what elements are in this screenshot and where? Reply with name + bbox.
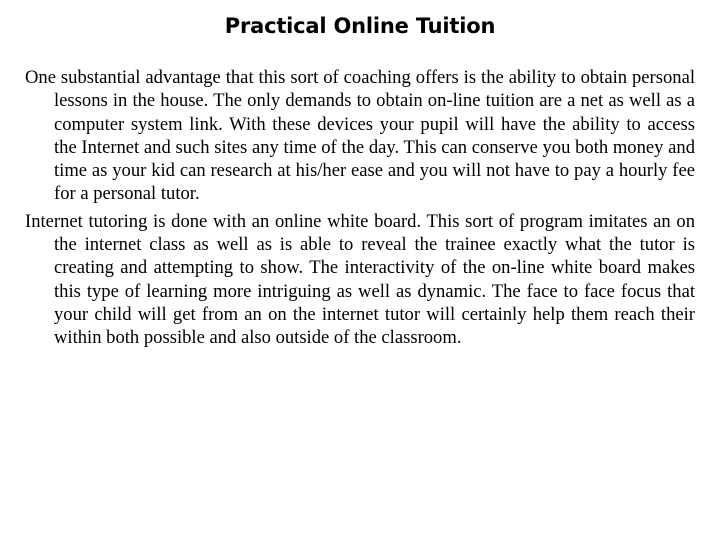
paragraph-advantage: One substantial advantage that this sort of coaching offers is the ability to obtain personal lessons in the house. The only demands to obtain on-line tuition are a net as well as a computer system link. With these devices your pupil will have the ability to access the Internet and such sites any time of the day. This can conserve you both money and time as your kid can research at his/her ease and you will not have to pay a hourly fee for a personal tutor. [25,67,695,205]
paragraph-white-board: Internet tutoring is done with an online white board. This sort of program imitates an on the internet class as well as is able to reveal the trainee exactly what the tutor is creating and attempting to show. The interactivity of the on-line white board makes this type of learning more intriguing as well as dynamic. The face to face focus that your child will get from an on the internet tutor will certainly help them reach their within both possible and also outside of the classroom. [25,210,695,349]
slide-title: Practical Online Tuition [224,14,496,38]
slide-body [25,66,695,354]
